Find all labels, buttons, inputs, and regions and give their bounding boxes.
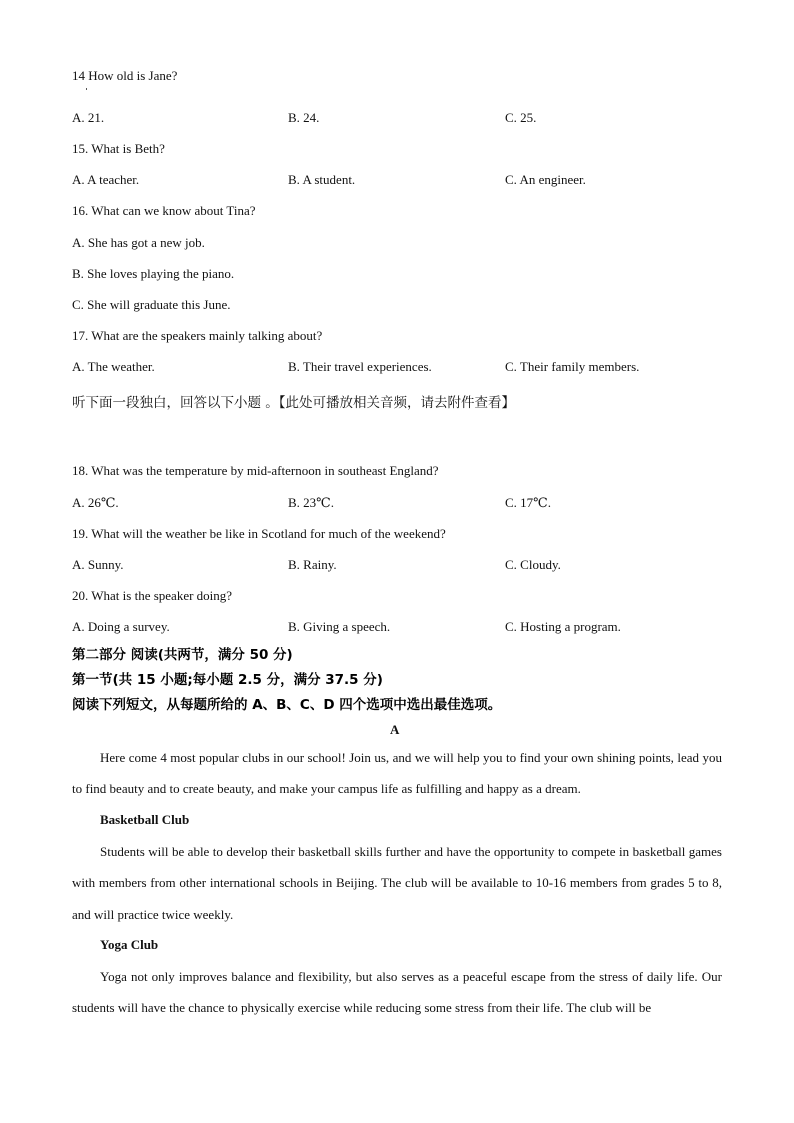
question-17-option-a: A. The weather. — [72, 359, 155, 374]
question-17-stem: 17. What are the speakers mainly talking about? — [72, 328, 323, 343]
question-14-stem: 14 How old is Jane? — [72, 68, 178, 83]
monologue-instruction: 听下面一段独白，回答以下小题 。【此处可播放相关音频，请去附件查看】 — [72, 395, 516, 411]
subsection-title: 第一节(共 15 小题;每小题 2.5 分，满分 37.5 分) — [72, 672, 383, 688]
question-20-option-c: C. Hosting a program. — [505, 619, 621, 634]
question-17-option-c: C. Their family members. — [505, 359, 640, 374]
question-16-stem: 16. What can we know about Tina? — [72, 203, 256, 218]
question-18-option-c: C. 17℃. — [505, 495, 551, 510]
question-15-option-a: A. A teacher. — [72, 172, 140, 187]
part-title: 第二部分 阅读(共两节，满分 50 分) — [72, 647, 293, 663]
question-18-option-a: A. 26℃. — [72, 495, 119, 510]
question-18-option-b: B. 23℃. — [288, 495, 334, 510]
question-15-stem: 15. What is Beth? — [72, 141, 165, 156]
question-14-option-a: A. 21. — [72, 110, 105, 125]
club-text-yoga: Yoga not only improves balance and flexibility, but also serves as a peaceful escape from the stress of daily life. Our students will have the chance to physically exercise while reducing some stress from their life. The club will be — [72, 969, 722, 1016]
reading-instruction: 阅读下列短文，从每题所给的 A、B、C、D 四个选项中选出最佳选项。 — [72, 697, 502, 713]
question-14-option-c: C. 25. — [505, 110, 537, 125]
question-14-option-b: B. 24. — [288, 110, 320, 125]
passage-intro: Here come 4 most popular clubs in our school! Join us, and we will help you to find your own shining points, lead you to find beauty and to create beauty, and make your campus life as fulfilling and happy as a dream. — [72, 750, 722, 797]
question-19-option-b: B. Rainy. — [288, 557, 337, 572]
question-18-stem: 18. What was the temperature by mid-afternoon in southeast England? — [72, 463, 439, 478]
club-heading-yoga: Yoga Club — [100, 937, 159, 952]
question-20-option-b: B. Giving a speech. — [288, 619, 391, 634]
question-15-option-b: B. A student. — [288, 172, 356, 187]
question-19-option-a: A. Sunny. — [72, 557, 124, 572]
club-text-basketball: Students will be able to develop their basketball skills further and have the opportunity to compete in basketball games with members from other international schools in Beijing. The club will be available to 10-16 members from grades 5 to 8, and will practice twice weekly. — [72, 844, 722, 922]
question-16-option-a: A. She has got a new job. — [72, 235, 205, 250]
question-17-option-b: B. Their travel experiences. — [288, 359, 432, 374]
question-19-stem: 19. What will the weather be like in Scotland for much of the weekend? — [72, 526, 446, 541]
question-15-option-c: C. An engineer. — [505, 172, 586, 187]
question-16-option-b: B. She loves playing the piano. — [72, 266, 235, 281]
question-20-stem: 20. What is the speaker doing? — [72, 588, 233, 603]
question-19-option-c: C. Cloudy. — [505, 557, 561, 572]
club-heading-basketball: Basketball Club — [100, 812, 190, 827]
question-20-option-a: A. Doing a survey. — [72, 619, 170, 634]
passage-letter: A — [390, 722, 400, 737]
question-16-option-c: C. She will graduate this June. — [72, 297, 231, 312]
stray-mark — [86, 88, 87, 90]
